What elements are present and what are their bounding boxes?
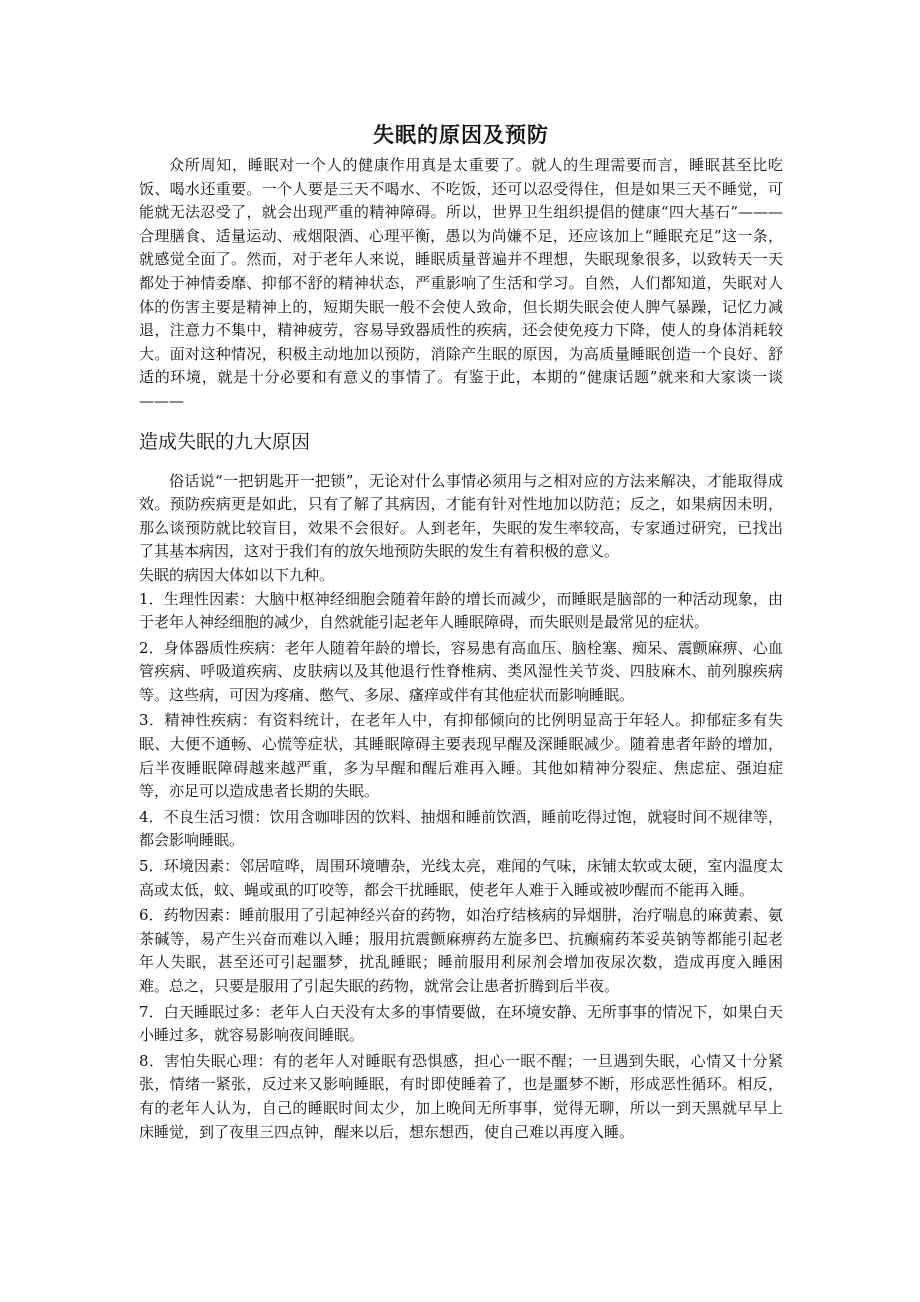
cause-item-2: 2．身体器质性疾病：老年人随着年龄的增长，容易患有高血压、脑栓塞、痴呆、震颤麻痹、心血管疾病、呼吸道疾病、皮肤病以及其他退行性脊椎病、类风湿性关节炎、四肢麻木、前列腺疾病等。这些病，可因为疼痛、憋气、多尿、瘙痒或伴有其他症状而影响睡眠。 <box>139 638 783 704</box>
section-lead-paragraph: 俗话说“一把钥匙开一把锁”，无论对什么事情必须用与之相对应的方法来解决，才能取得成效。预防疾病更是如此，只有了解了其病因，才能有针对性地加以防范；反之，如果病因未明，那么谈预防就比较盲目，效果不会很好。人到老年，失眠的发生率较高，专家通过研究，已找出了其基本病因，这对于我们有的放矢地预防失眠的发生有着积极的意义。 <box>139 471 783 561</box>
section-summary: 失眠的病因大体如以下九种。 <box>139 565 335 584</box>
cause-item-6: 6．药物因素：睡前服用了引起神经兴奋的药物，如治疗结核病的异烟肼，治疗喘息的麻黄素、氨茶碱等，易产生兴奋而难以入睡；服用抗震颤麻痹药左旋多巴、抗癫痫药苯妥英钠等都能引起老年人失眠，甚至还可引起噩梦，扰乱睡眠；睡前服用利尿剂会增加夜尿次数，造成再度入睡困难。总之，只要是服用了引起失眠的药物，就常会让患者折腾到后半夜。 <box>139 906 783 995</box>
cause-item-7: 7．白天睡眠过多：老年人白天没有太多的事情要做，在环境安静、无所事事的情况下，如果白天小睡过多，就容易影响夜间睡眠。 <box>139 1002 783 1045</box>
document-title: 失眠的原因及预防 <box>373 122 549 147</box>
cause-item-4: 4．不良生活习惯：饮用含咖啡因的饮料、抽烟和睡前饮酒，睡前吃得过饱，就寝时间不规律等，都会影响睡眠。 <box>139 807 783 850</box>
cause-item-1: 1．生理性因素：大脑中枢神经细胞会随着年龄的增长而减少，而睡眠是脑部的一种活动现象，由于老年人神经细胞的减少，自然就能引起老年人睡眠障碍，而失眠则是最常见的症状。 <box>139 589 783 632</box>
section-heading: 造成失眠的九大原因 <box>139 430 311 453</box>
document-page <box>139 118 783 1146</box>
cause-item-5: 5．环境因素：邻居喧哗，周围环境嘈杂，光线太亮，难闻的气味，床铺太软或太硬，室内温度太高或太低，蚊、蝇或虱的叮咬等，都会干扰睡眠，使老年人难于入睡或被吵醒而不能再入睡。 <box>139 857 783 899</box>
intro-paragraph: 众所周知，睡眠对一个人的健康作用真是太重要了。就人的生理需要而言，睡眠甚至比吃饭、喝水还重要。一个人要是三天不喝水、不吃饭，还可以忍受得住，但是如果三天不睡觉，可能就无法忍受了，就会出现严重的精神障碍。所以，世界卫生组织提倡的健康“四大基石”———合理膳食、适量运动、戒烟限酒、心理平衡，愚以为尚嫌不足，还应该加上“睡眠充足”这一条，就感觉全面了。然而，对于老年人来说，睡眠质量普遍并不理想，失眠现象很多，以致转天一天都处于神情委靡、抑郁不舒的精神状态，严重影响了生活和学习。自然，人们都知道，失眠对人体的伤害主要是精神上的，短期失眠一般不会使人致命，但长期失眠会使人脾气暴躁，记忆力减退，注意力不集中，精神疲劳，容易导致器质性的疾病，还会使免疫力下降，使人的身体消耗较大。面对这种情况，积极主动地加以预防，消除产生眠的原因，为高质量睡眠创造一个良好、舒适的环境，就是十分必要和有意义的事情了。有鉴于此，本期的“健康话题”就来和大家谈一谈——— <box>139 156 783 410</box>
cause-list <box>139 588 783 1145</box>
cause-item-8: 8．害怕失眠心理：有的老年人对睡眠有恐惧感，担心一眠不醒；一旦遇到失眠，心情又十分紧张，情绪一紧张，反过来又影响睡眠，有时即使睡着了，也是噩梦不断，形成恶性循环。相反，有的老年人认为，自己的睡眠时间太少，加上晚间无所事事，觉得无聊，所以一到天黑就早早上床睡觉，到了夜里三四点钟，醒来以后，想东想西，使自己难以再度入睡。 <box>139 1051 783 1141</box>
cause-item-3: 3．精神性疾病：有资料统计，在老年人中，有抑郁倾向的比例明显高于年轻人。抑郁症多有失眠、大便不通畅、心慌等症状，其睡眠障碍主要表现早醒及深睡眠减少。随着患者年龄的增加，后半夜睡眠障碍越来越严重，多为早醒和醒后难再入睡。其他如精神分裂症、焦虑症、强迫症等，亦足可以造成患者长期的失眠。 <box>139 711 783 801</box>
